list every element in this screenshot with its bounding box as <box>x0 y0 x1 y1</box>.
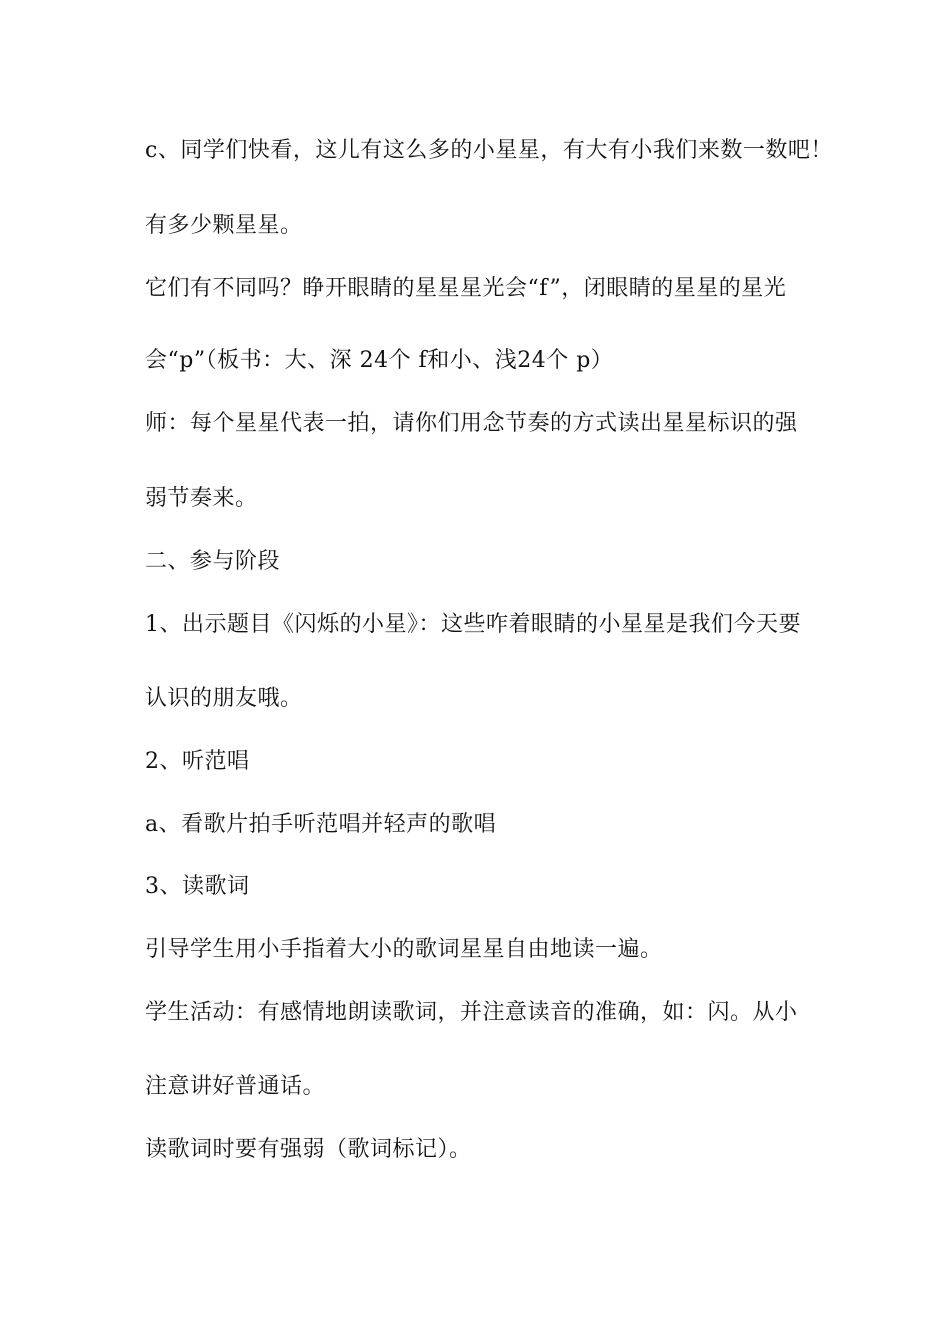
text-line: 会“p”（板书：大、深 24个 f和小、浅24个 p） <box>145 348 614 373</box>
text-line: 师：每个星星代表一拍，请你们用念节奏的方式读出星星标识的强 <box>145 411 798 436</box>
section-heading: 二、参与阶段 <box>145 549 281 574</box>
text-line: 有多少颗星星。 <box>145 213 303 238</box>
text-line: 1、出示题目《闪烁的小星》：这些咋着眼睛的小星星是我们今天要 <box>145 612 801 637</box>
text-line: a、看歌片拍手听范唱并轻声的歌唱 <box>145 812 497 837</box>
text-line: 它们有不同吗？睁开眼睛的星星星光会“f”，闭眼睛的星星的星光 <box>145 276 787 301</box>
step-heading: 3、读歌词 <box>145 874 250 899</box>
text-line: 注意讲好普通话。 <box>145 1074 326 1099</box>
text-line: 引导学生用小手指着大小的歌词星星自由地读一遍。 <box>145 937 663 962</box>
text-line: 学生活动：有感情地朗读歌词，并注意读音的准确，如：闪。从小 <box>145 1000 798 1025</box>
text-line: c、同学们快看，这儿有这么多的小星星，有大有小我们来数一数吧！ <box>145 138 833 163</box>
step-heading: 2、听范唱 <box>145 749 250 774</box>
text-line: 认识的朋友哦。 <box>145 686 303 711</box>
text-line: 弱节奏来。 <box>145 486 258 511</box>
text-line: 读歌词时要有强弱（歌词标记）。 <box>145 1137 472 1162</box>
